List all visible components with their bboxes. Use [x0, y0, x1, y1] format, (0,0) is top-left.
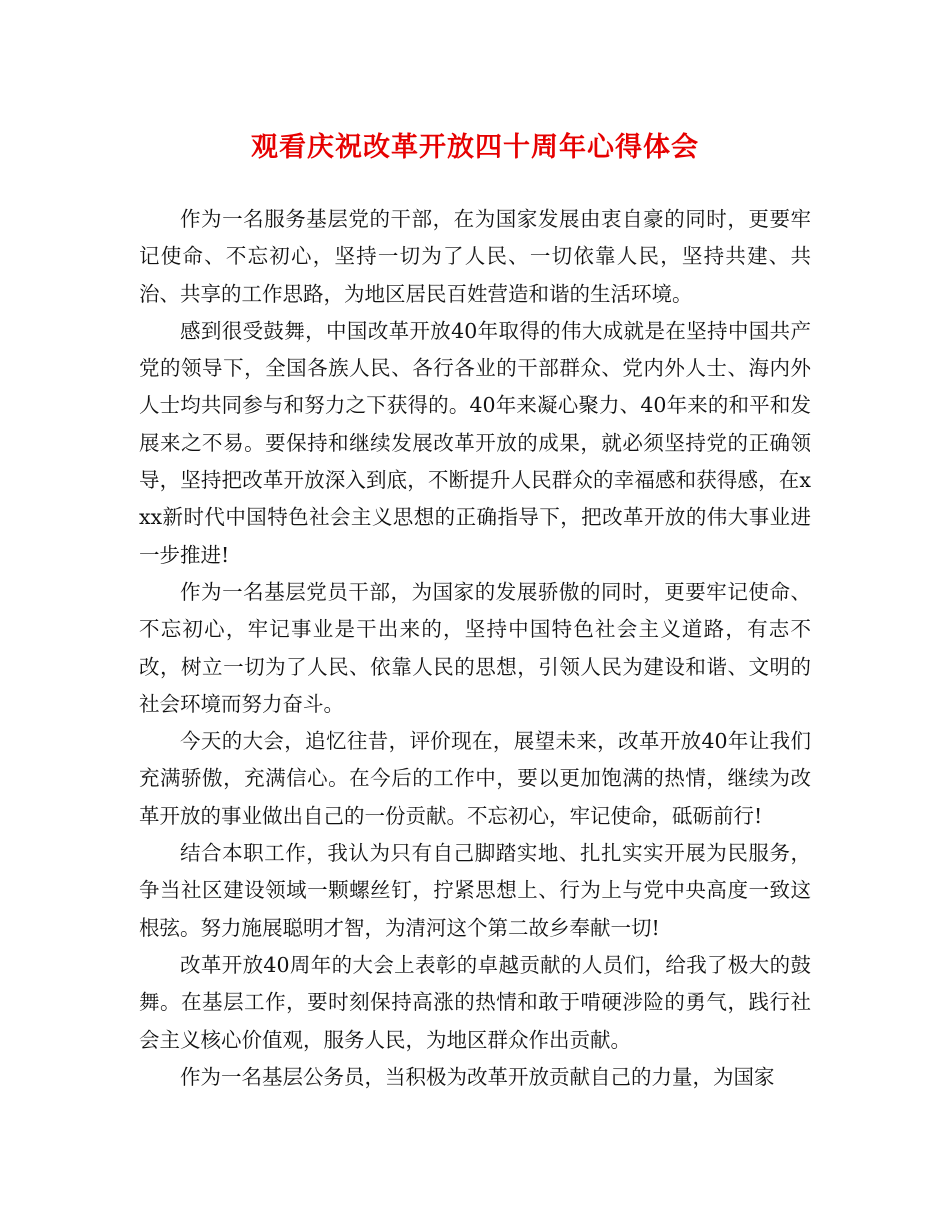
- document-title: 观看庆祝改革开放四十周年心得体会: [251, 132, 699, 163]
- paragraph-4: 今天的大会，追忆往昔，评价现在，展望未来，改革开放40年让我们充满骄傲，充满信心。在今后的工作中，要以更加饱满的热情，继续为改革开放的事业做出自己的一份贡献。不忘初心，牢记使命，砥砺前行!: [139, 729, 811, 828]
- paragraph-1: 作为一名服务基层党的干部，在为国家发展由衷自豪的同时，更要牢记使命、不忘初心，坚持一切为了人民、一切依靠人民，坚持共建、共治、共享的工作思路，为地区居民百姓营造和谐的生活环境。: [139, 207, 811, 306]
- paragraph-7: 作为一名基层公务员，当积极为改革开放贡献自己的力量，为国家: [180, 1064, 775, 1089]
- paragraph-3: 作为一名基层党员干部，为国家的发展骄傲的同时，更要牢记使命、不忘初心，牢记事业是干出来的，坚持中国特色社会主义道路，有志不改，树立一切为了人民、依靠人民的思想，引领人民为建设和谐、文明的社会环境而努力奋斗。: [139, 579, 811, 716]
- paragraph-6: 改革开放40周年的大会上表彰的卓越贡献的人员们，给我了极大的鼓舞。在基层工作，要时刻保持高涨的热情和敢于啃硬涉险的勇气，践行社会主义核心价值观，服务人民，为地区群众作出贡献。: [139, 952, 811, 1052]
- paragraph-2: 感到很受鼓舞，中国改革开放40年取得的伟大成就是在坚持中国共产党的领导下，全国各族人民、各行各业的干部群众、党内外人士、海内外人士均共同参与和努力之下获得的。40年来凝心聚力、40年来的和平和发展来之不易。要保持和继续发展改革开放的成果，就必须坚持党的正确领导，坚持把改革开放深入到底，不断提升人民群众的幸福感和获得感，在xxx新时代中国特色社会主义思想的正确指导下，把改革开放的伟大事业进一步推进!: [139, 318, 811, 567]
- document-body: [139, 201, 811, 1096]
- paragraph-5: 结合本职工作，我认为只有自己脚踏实地、扎扎实实开展为民服务，争当社区建设领域一颗螺丝钉，拧紧思想上、行为上与党中央高度一致这根弦。努力施展聪明才智，为清河这个第二故乡奉献一切!: [139, 841, 811, 940]
